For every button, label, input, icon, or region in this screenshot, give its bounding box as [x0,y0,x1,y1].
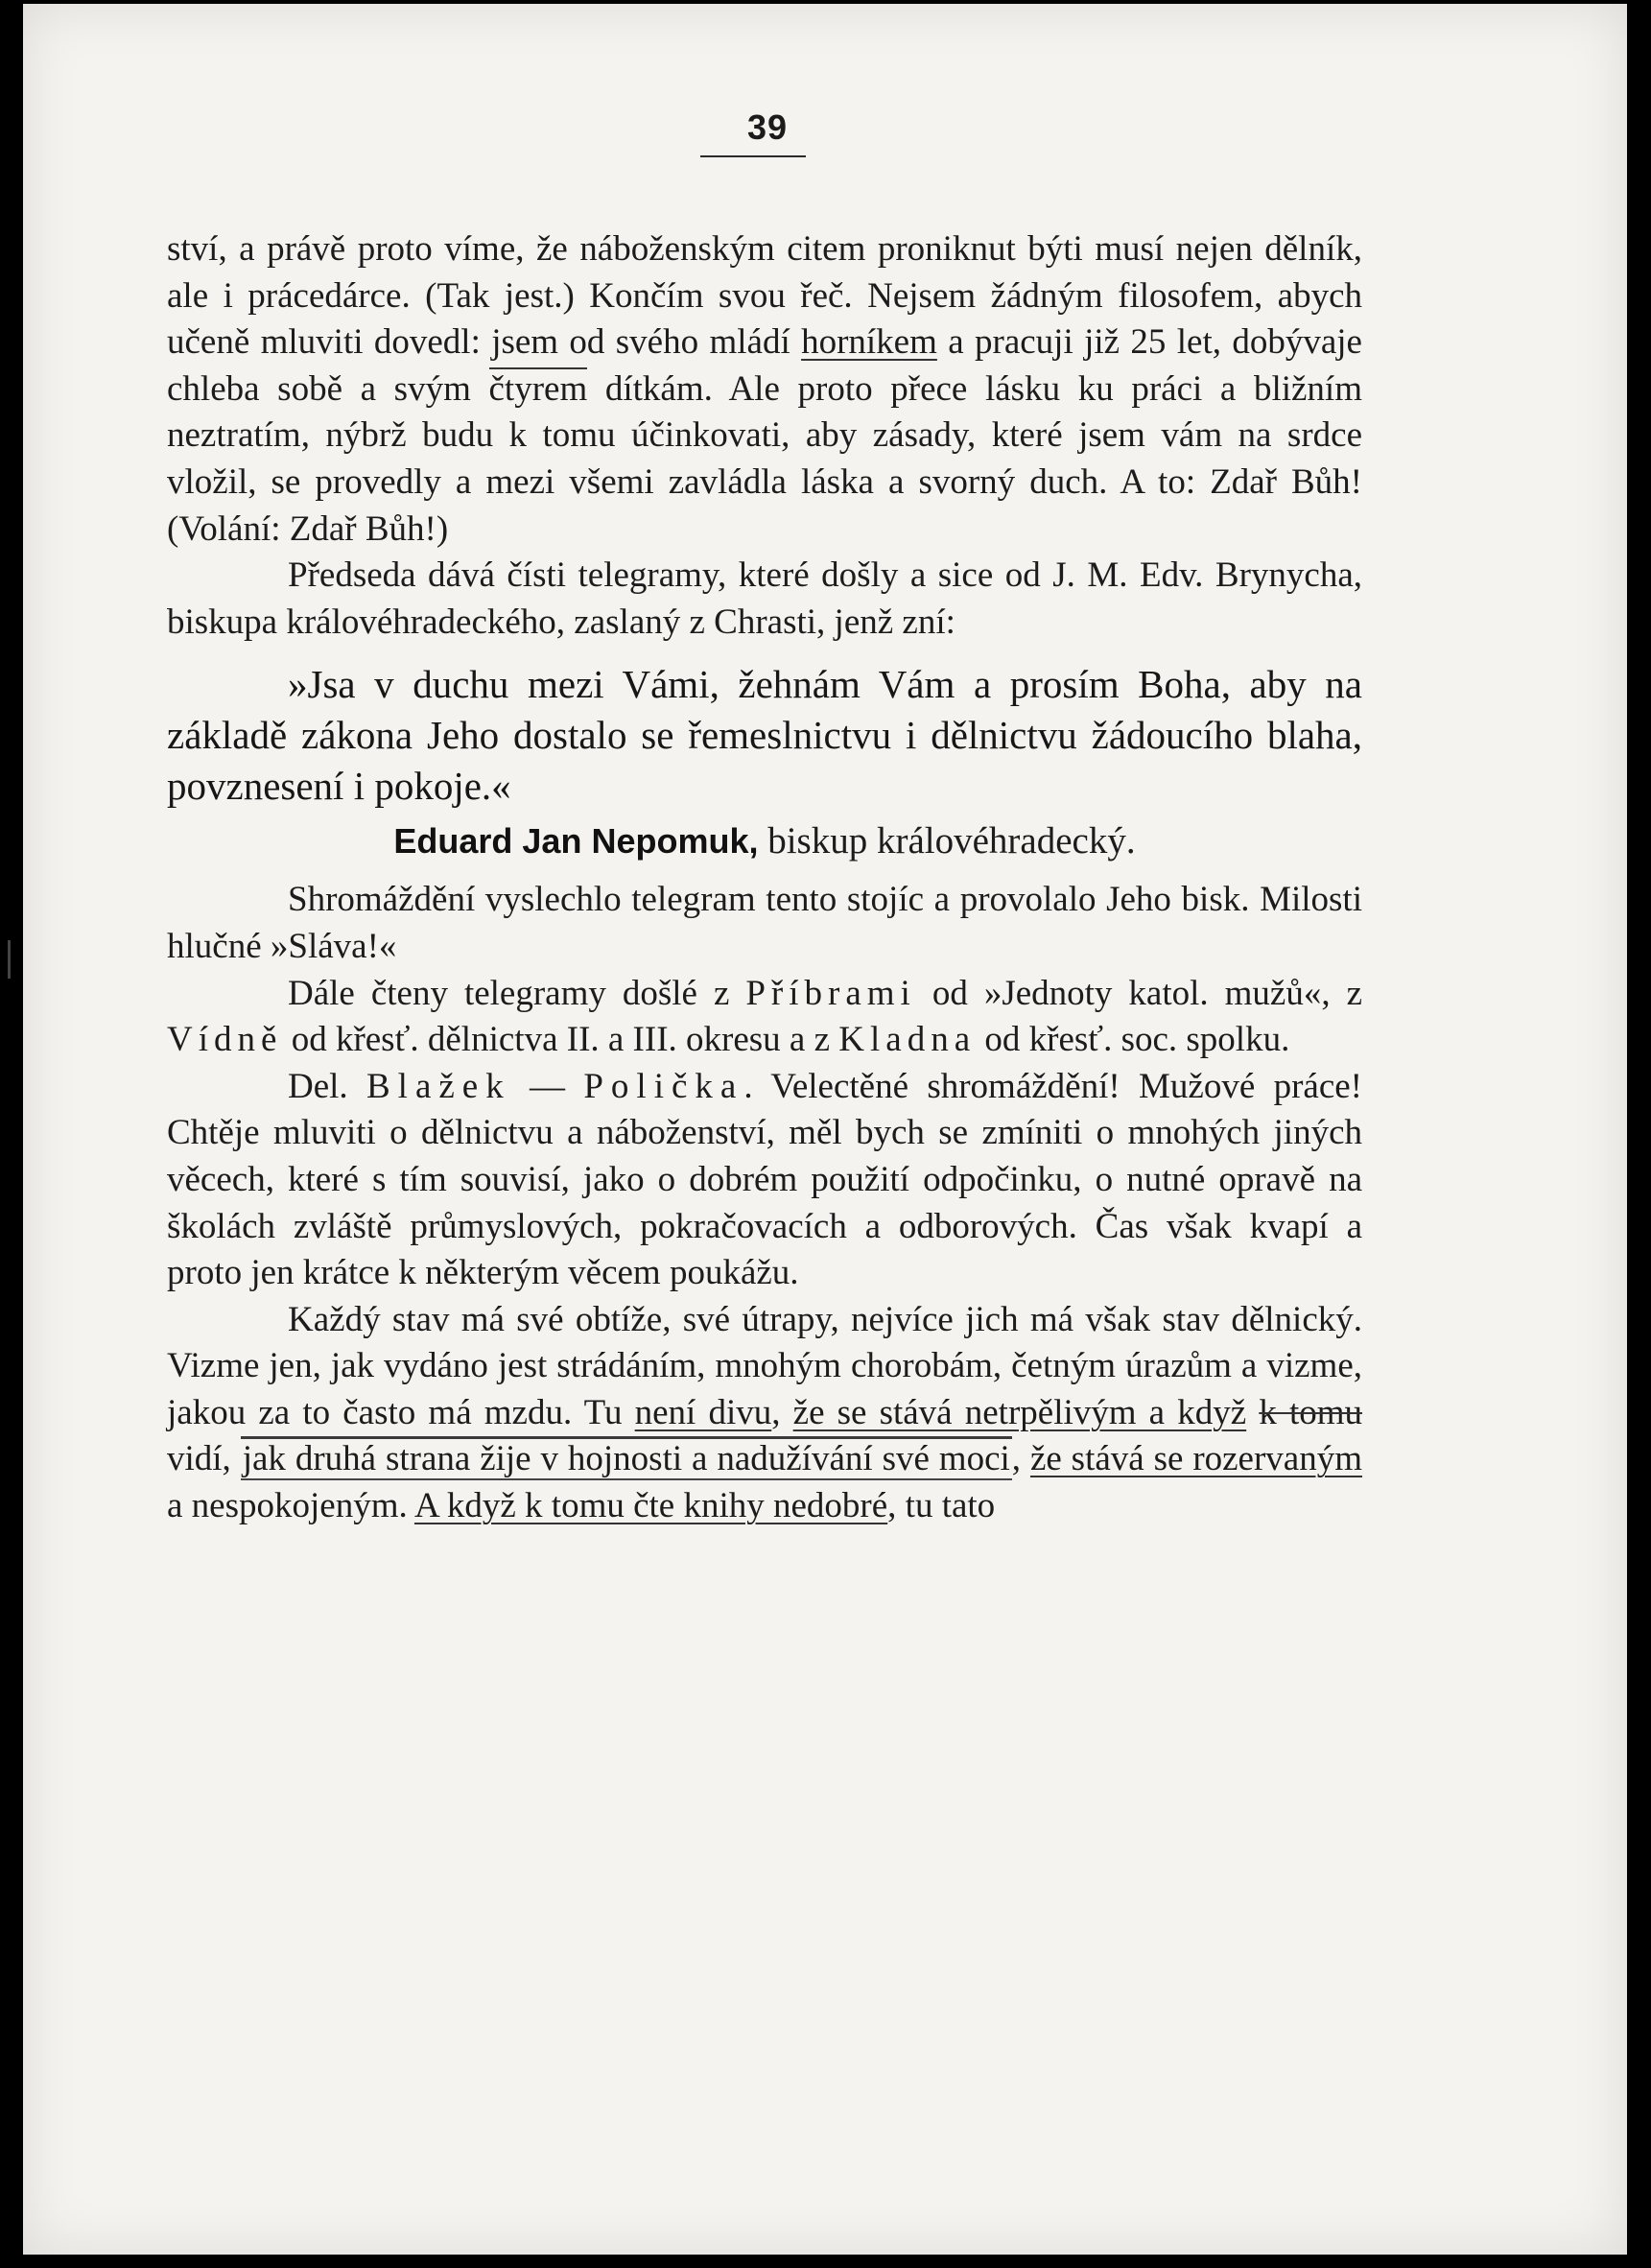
text-run: Dále čteny telegramy došlé z [288,973,746,1013]
paragraph-speech-end [167,226,1362,553]
signature-title: biskup královéhradecký. [758,820,1136,862]
text-run: od »Jednoty katol. mužů«, z [915,973,1362,1013]
paragraph-assembly-response: Shromáždění vyslechlo telegram tento stojíc a provolalo Jeho bisk. Milosti hlučné »Sláva!« [167,880,1362,966]
text-run: ství, a právě proto víme, že náboženským citem proniknut býti musí nejen dělník, ale i prácedárce. (Tak jest.) Končím svou řeč. Nejsem žádným filosofem, abych učeně mluviti dovedl: jsem od svého mládí [167,229,1362,363]
text-run: dítkám. Ale proto přece lásku ku práci a bližním neztratím, nýbrž budu k tomu účinkovati, aby zásady, které jsem vám na srdce vložil, se provedly a mezi všemi zavládla láska a svorný duch. A to: Zdař Bůh! (Volání: Zdař Bůh!) [167,368,1362,549]
paragraph-more-telegrams [167,971,1362,1064]
page-number: 39 [746,107,789,147]
spaced-place-name: Vídně [167,1020,283,1060]
pencil-underlined-phrase: že se stává netrpělivým a když [792,1392,1247,1432]
paragraph-worker-hardship [167,1297,1362,1530]
pencil-underlined-phrase: že stává se rozervaným [1029,1439,1363,1479]
paragraph-blazek-speech [167,1064,1362,1297]
text-run: , [771,1392,793,1432]
pencil-underlined-phrase: A když k tomu čte knihy nedobré [413,1486,888,1526]
speaker-town: Polička [583,1066,744,1106]
spaced-place-name: Kladna [838,1020,977,1060]
telegram-signature [167,815,1362,867]
text-run: — [510,1066,584,1106]
telegram-quote: »Jsa v duchu mezi Vámi, žehnám Vám a prosím Boha, aby na základě zákona Jeho dostalo se řemeslnictvu i dělnictvu žádoucího blaha, povznesení i pokoje.« [167,662,1362,809]
text-run: od křesť. dělnictva II. a III. okresu a z [282,1020,839,1060]
pencil-boxed-phrase: jak druhá strana žije v hojnosti a nadužívání své moci [241,1436,1012,1480]
book-page [23,4,1627,2255]
spaced-place-name: Příbrami [745,973,916,1013]
text-run [1246,1393,1259,1432]
pencil-struck-phrase: k tomu [1259,1392,1363,1432]
binding-edge-mark [8,940,11,979]
text-run: . Velectěné shromáždění! Mužové práce! Chtěje mluviti o dělnictvu a náboženství, měl bych se zmíniti o mnohých jiných věcech, které s tím souvisí, jako o dobrém použití odpočinku, o nutné opravě na školách zvláště průmyslových, pokračovacích a odborových. Čas však kvapí a proto jen krátce k některým věcem poukážu. [167,1066,1362,1293]
pencil-underlined-phrase: není divu [634,1392,772,1432]
text-run: Del. [288,1066,366,1106]
paragraph-telegrams-intro: Předseda dává čísti telegramy, které došly a sice od J. M. Edv. Brynycha, biskupa královéhradeckého, zaslaný z Chrasti, jenž zní: [167,555,1362,642]
pencil-marked-word: čtyrem [488,368,588,409]
text-run: , [1011,1439,1030,1479]
signature-name: Eduard Jan Nepomuk, [393,821,759,862]
text-run: vidí, [167,1439,241,1479]
text-run: , tu tato [887,1486,996,1526]
text-run: a pracuji již 25 let, dobývaje chleba sobě a svým [167,322,1362,409]
page-body [167,226,1362,1530]
text-run: Každý stav má své obtíže, své útrapy, nejvíce jich má však stav dělnický. Vizme jen, jak vydáno jest strádáním, mnohým chorobám, četným úrazům a vizme, jakou za to často má mzdu. Tu [167,1299,1362,1432]
text-run: a nespokojeným. [167,1486,414,1526]
speaker-name: Blažek [366,1066,511,1106]
text-run: od křesť. soc. spolku. [976,1020,1290,1060]
page-number-rule [700,155,806,157]
pencil-underlined-word: horníkem [801,322,937,363]
